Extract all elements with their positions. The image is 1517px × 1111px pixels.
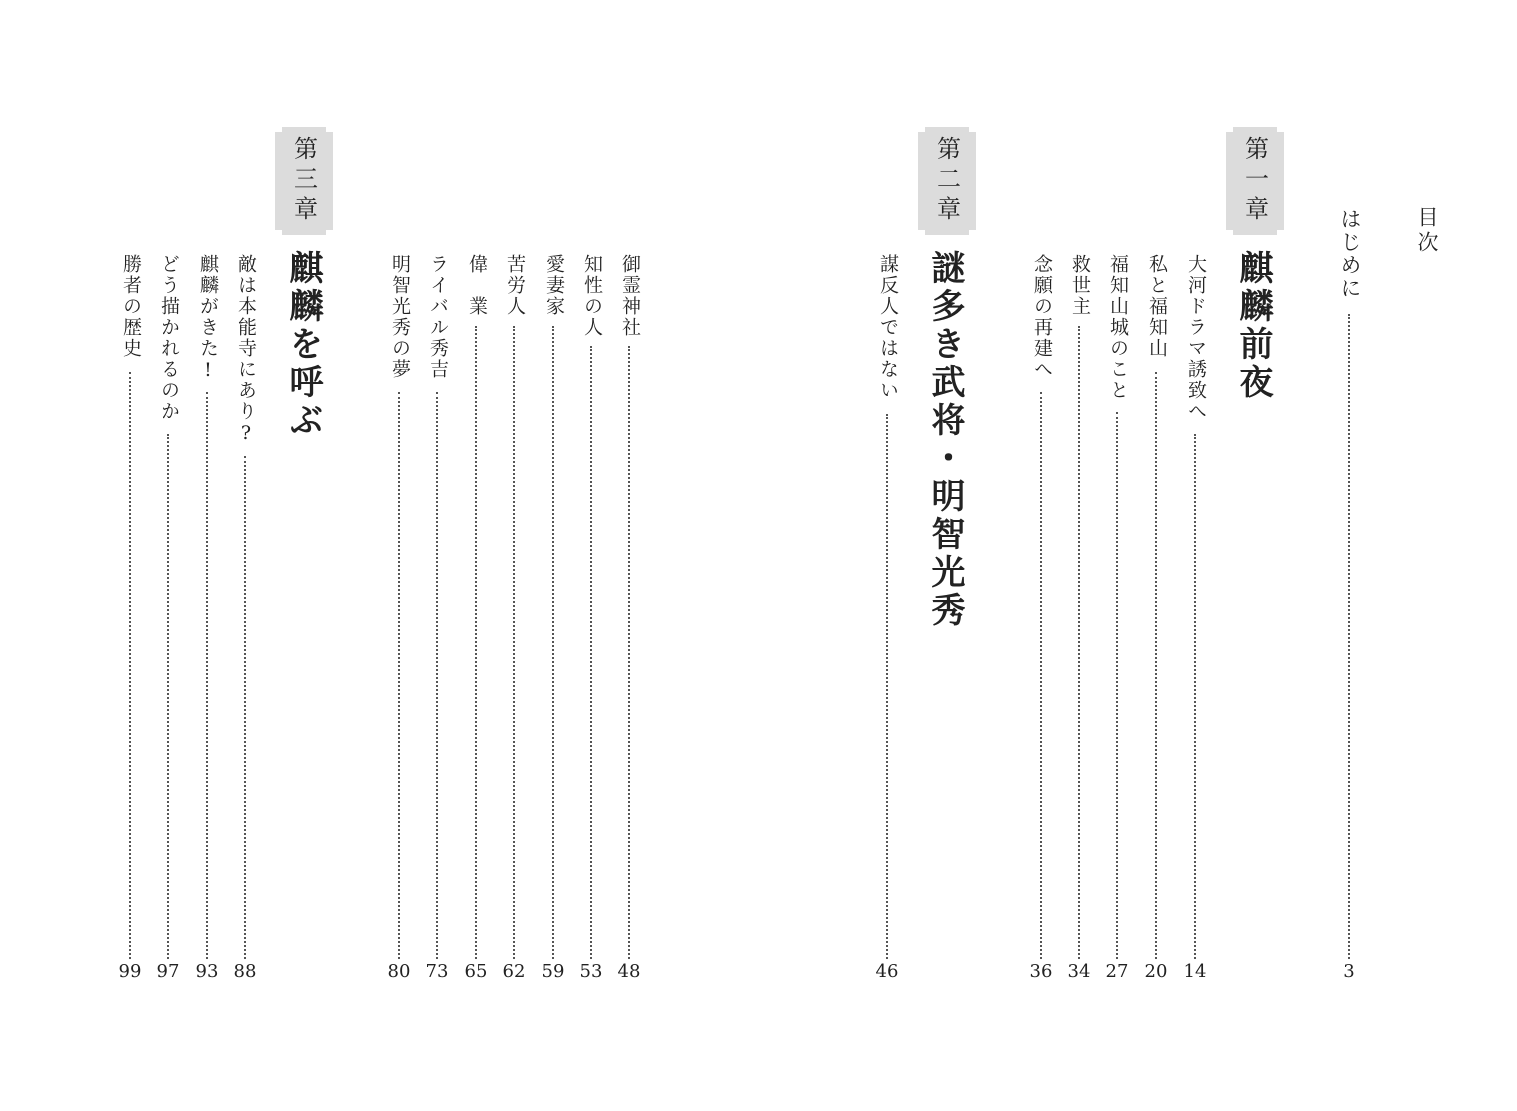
page-number[interactable]: 36 (1029, 961, 1053, 982)
dot-leader (244, 456, 246, 959)
dot-leader (129, 372, 131, 959)
dot-leader (1116, 412, 1118, 959)
toc-entry-title[interactable]: 敵は本能寺にあり? (235, 254, 257, 446)
toc-entry-title[interactable]: 苦労人 (504, 254, 526, 317)
toc-entry-title[interactable]: 御霊神社 (619, 254, 641, 338)
chapter-label: 第三章 (275, 132, 333, 230)
chapter-label: 第一章 (1226, 132, 1284, 230)
page-number[interactable]: 59 (541, 961, 565, 982)
dot-leader (206, 392, 208, 959)
page-number[interactable]: 46 (875, 961, 899, 982)
dot-leader (398, 392, 400, 959)
page-number[interactable]: 73 (425, 961, 449, 982)
dot-leader (436, 392, 438, 959)
dot-leader (1348, 314, 1350, 959)
dot-leader (628, 346, 630, 959)
page-number[interactable]: 97 (156, 961, 180, 982)
page-number[interactable]: 65 (464, 961, 488, 982)
dot-leader (475, 326, 477, 959)
toc-heading: 目次 (1415, 206, 1439, 256)
dot-leader (590, 346, 592, 959)
toc-entry-title[interactable]: 愛妻家 (543, 254, 565, 317)
dot-leader (513, 326, 515, 959)
toc-entry-title[interactable]: 麒麟がきた! (197, 254, 219, 383)
toc-entry-title[interactable]: ライバル秀吉 (427, 254, 449, 380)
chapter-label: 第二章 (918, 132, 976, 230)
page-number[interactable]: 88 (233, 961, 257, 982)
dot-leader (167, 434, 169, 959)
toc-entry-title[interactable]: はじめに (1338, 208, 1362, 300)
page-number[interactable]: 3 (1343, 961, 1355, 982)
toc-entry-title[interactable]: 知性の人 (581, 254, 603, 338)
toc-entry-title[interactable]: 勝者の歴史 (120, 254, 142, 359)
page-number[interactable]: 99 (118, 961, 142, 982)
page-number[interactable]: 93 (195, 961, 219, 982)
toc-entry-title[interactable]: 救世主 (1069, 254, 1091, 317)
page-number[interactable]: 14 (1183, 961, 1207, 982)
page-number[interactable]: 62 (502, 961, 526, 982)
toc-entry-title[interactable]: 念願の再建へ (1031, 254, 1053, 380)
chapter-title[interactable]: 麒麟を呼ぶ (283, 250, 323, 440)
toc-entry-title[interactable]: 偉 業 (466, 254, 488, 317)
chapter-title[interactable]: 謎多き武将・明智光秀 (925, 250, 965, 630)
dot-leader (886, 414, 888, 959)
page-number[interactable]: 34 (1067, 961, 1091, 982)
dot-leader (1155, 372, 1157, 959)
dot-leader (1040, 392, 1042, 959)
chapter-title[interactable]: 麒麟前夜 (1233, 250, 1273, 402)
toc-entry-title[interactable]: 謀反人ではない (877, 254, 899, 401)
page-number[interactable]: 27 (1105, 961, 1129, 982)
toc-entry-title[interactable]: 私と福知山 (1146, 254, 1168, 359)
page-number[interactable]: 20 (1144, 961, 1168, 982)
dot-leader (1194, 434, 1196, 959)
toc-entry-title[interactable]: どう描かれるのか (158, 254, 180, 422)
toc-entry-title[interactable]: 福知山城のこと (1107, 254, 1129, 401)
toc-entry-title[interactable]: 大河ドラマ誘致へ (1185, 254, 1207, 422)
toc-entry-title[interactable]: 明智光秀の夢 (389, 254, 411, 380)
page-number[interactable]: 48 (617, 961, 641, 982)
page-number[interactable]: 80 (387, 961, 411, 982)
dot-leader (552, 326, 554, 959)
page-number[interactable]: 53 (579, 961, 603, 982)
dot-leader (1078, 326, 1080, 959)
